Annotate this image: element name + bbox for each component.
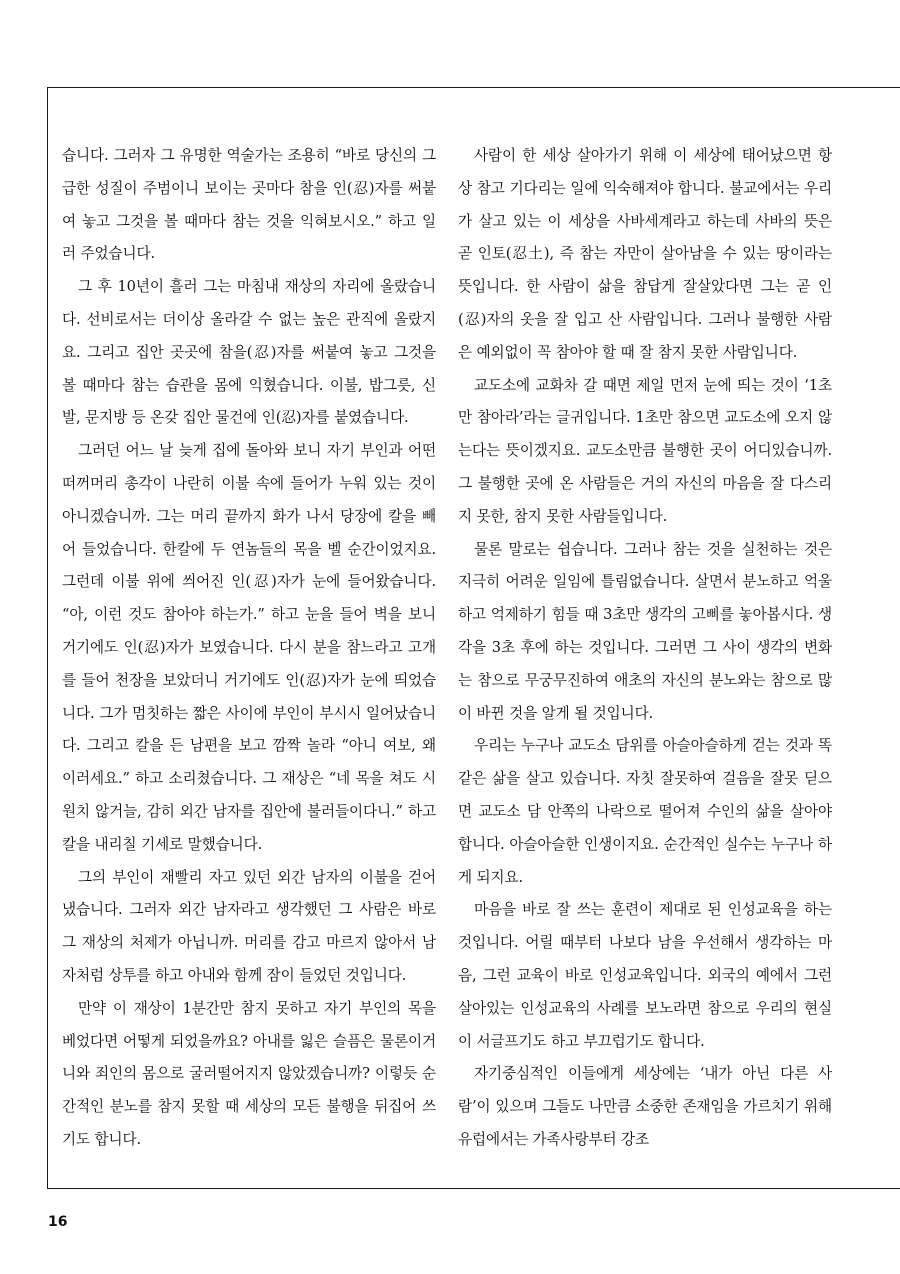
paragraph: 그의 부인이 재빨리 자고 있던 외간 남자의 이불을 걷어냈습니다. 그러자 외간 남자라고 생각했던 그 사람은 바로 그 재상의 처제가 아닙니까. 머리를 감고 마르지 않아서 남자처럼 상투를 하고 아내와 함께 잠이 들었던 것입니다. [62, 868, 436, 984]
paragraph: 만약 이 재상이 1분간만 참지 못하고 자기 부인의 목을 베었다면 어떻게 되었을까요? 아내를 잃은 슬픔은 물론이거니와 죄인의 몸으로 굴러떨어지지 않았겠습니까? 이렇듯 순간적인 분노를 참지 못할 때 세상의 모든 불행을 뒤집어 쓰기도 합니다. [62, 999, 436, 1148]
paragraph: 사람이 한 세상 살아가기 위해 이 세상에 태어났으면 항상 참고 기다리는 일에 익숙해져야 합니다. 불교에서는 우리가 살고 있는 이 세상을 사바세계라고 하는데 사바의 뜻은 곧 인토(忍土), 즉 참는 자만이 살아남을 수 있는 땅이라는 뜻입니다. 한 사람이 삶을 참답게 잘살았다면 그는 곧 인(忍)자의 옷을 잘 입고 산 사람입니다. 그러나 불행한 사람은 예외없이 꼭 참아야 할 때 잘 참지 못한 사람입니다. [458, 147, 832, 361]
paragraph: 습니다. 그러자 그 유명한 역술가는 조용히 “바로 당신의 그 급한 성질이 주범이니 보이는 곳마다 참을 인(忍)자를 써붙여 놓고 그것을 볼 때마다 참는 것을 익혀보시오.” 하고 일러 주었습니다. [62, 147, 436, 263]
paragraph: 자기중심적인 이들에게 세상에는 ‘내가 아닌 다른 사람’이 있으며 그들도 나만큼 소중한 존재임을 가르치기 위해 유럽에서는 가족사랑부터 강조 [458, 1065, 832, 1148]
page-number: 16 [48, 1214, 68, 1230]
right-column [458, 140, 832, 1157]
paragraph: 물론 말로는 쉽습니다. 그러나 참는 것을 실천하는 것은 지극히 어려운 일임에 틀림없습니다. 살면서 분노하고 억울하고 억제하기 힘들 때 3초만 생각의 고삐를 놓아봅시다. 생각을 3초 후에 하는 것입니다. 그러면 그 사이 생각의 변화는 참으로 무궁무진하여 애초의 자신의 분노와는 참으로 많이 바뀐 것을 알게 될 것입니다. [458, 540, 832, 722]
paragraph: 마음을 바로 잘 쓰는 훈련이 제대로 된 인성교육을 하는 것입니다. 어릴 때부터 나보다 남을 우선해서 생각하는 마음, 그런 교육이 바로 인성교육입니다. 외국의 예에서 그런 살아있는 인성교육의 사례를 보노라면 참으로 우리의 현실이 서글프기도 하고 부끄럽기도 합니다. [458, 901, 832, 1050]
paragraph: 우리는 누구나 교도소 담위를 아슬아슬하게 걷는 것과 똑같은 삶을 살고 있습니다. 자칫 잘못하여 걸음을 잘못 딛으면 교도소 담 안쪽의 나락으로 떨어져 수인의 삶을 살아야 합니다. 아슬아슬한 인생이지요. 순간적인 실수는 누구나 하게 되지요. [458, 737, 832, 886]
paragraph: 교도소에 교화차 갈 때면 제일 먼저 눈에 띄는 것이 ‘1초만 참아라’라는 글귀입니다. 1초만 참으면 교도소에 오지 않는다는 뜻이겠지요. 교도소만큼 불행한 곳이 어디있습니까. 그 불행한 곳에 온 사람들은 거의 자신의 마음을 잘 다스리지 못한, 참지 못한 사람들입니다. [458, 376, 832, 525]
left-column [62, 140, 436, 1157]
paragraph: 그 후 10년이 흘러 그는 마침내 재상의 자리에 올랐습니다. 선비로서는 더이상 올라갈 수 없는 높은 관직에 올랐지요. 그리고 집안 곳곳에 참을(忍)자를 써붙여 놓고 그것을 볼 때마다 참는 습관을 몸에 익혔습니다. 이불, 밥그릇, 신발, 문지방 등 온갖 집안 물건에 인(忍)자를 붙였습니다. [62, 278, 436, 427]
paragraph: 그러던 어느 날 늦게 집에 돌아와 보니 자기 부인과 어떤 떠꺼머리 총각이 나란히 이불 속에 들어가 누워 있는 것이 아니겠습니까. 그는 머리 끝까지 화가 나서 당장에 칼을 빼어 들었습니다. 한칼에 두 연놈들의 목을 벨 순간이었지요. 그런데 이불 위에 씌어진 인(忍)자가 눈에 들어왔습니다. “아, 이런 것도 참아야 하는가.” 하고 눈을 들어 벽을 보니 거기에도 인(忍)자가 보였습니다. 다시 분을 참느라고 고개를 들어 천장을 보았더니 거기에도 인(忍)자가 눈에 띄었습니다. 그가 멈칫하는 짧은 사이에 부인이 부시시 일어났습니다. 그리고 칼을 든 남편을 보고 깜짝 놀라 “아니 여보, 왜 이러세요.” 하고 소리쳤습니다. 그 재상은 “네 목을 쳐도 시원치 않거늘, 감히 외간 남자를 집안에 불러들이다니.” 하고 칼을 내리칠 기세로 말했습니다. [62, 442, 436, 853]
